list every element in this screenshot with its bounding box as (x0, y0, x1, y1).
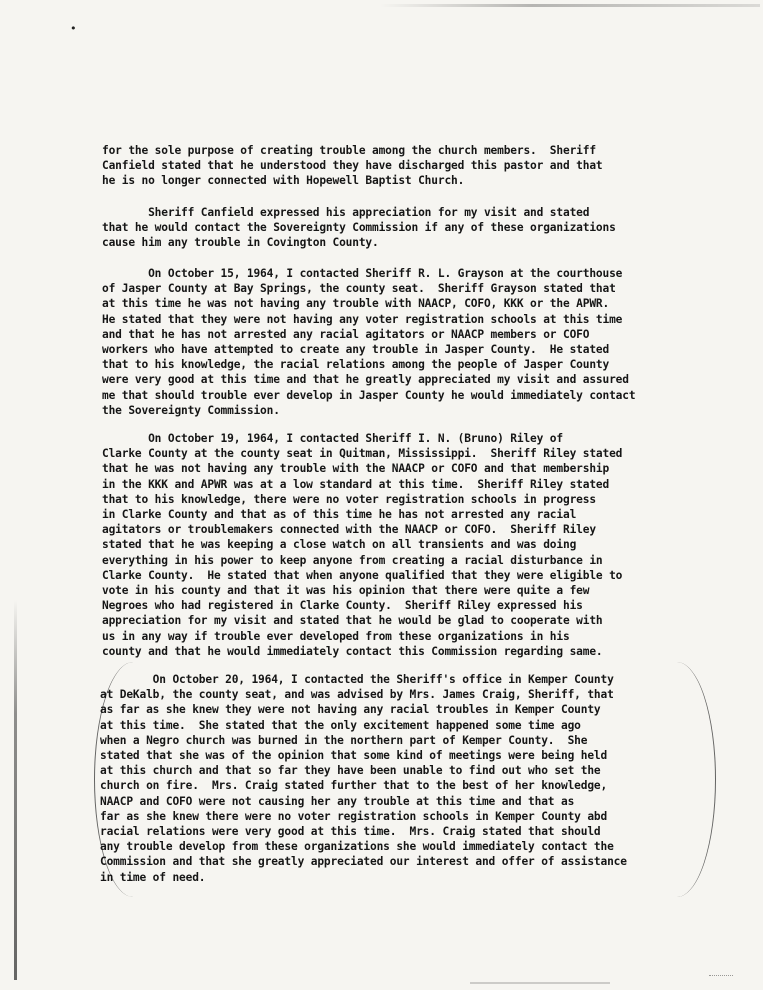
paragraph-kemper-county: On October 20, 1964, I contacted the Sheriff's office in Kemper County at DeKalb, the county seat, and was advised by Mrs. James Craig, Sheriff, that as far as she knew they were not having any racial troubles in Kemper County at this time. She stated that the only excitement happened some time ago when a Negro church was burned in the northern part of Kemper County. She stated that she was of the opinion that some kind of meetings were being held at this church and that so far they have been unable to find out who set the church on fire. Mrs. Craig stated further that to the best of her knowledge, NAACP and COFO were not causing her any trouble at this time and that as far as she knew there were no voter registration schools in Kemper County abd racial relations were very good at this time. Mrs. Craig stated that should any trouble develop from these organizations she would immediately contact the Commission and that she greatly appreciated our interest and offer of assistance in time of need. (100, 673, 627, 884)
scan-artifact-top (380, 4, 760, 7)
paragraph-canfield-appreciation: Sheriff Canfield expressed his appreciation for my visit and stated that he would contact the Sovereignty Commission if any of these organizations cause him any trouble in Covington County. (102, 206, 616, 250)
scan-artifact-bottom (470, 982, 610, 984)
paragraph-clarke-county: On October 19, 1964, I contacted Sheriff I. N. (Bruno) Riley of Clarke County at the county seat in Quitman, Mississippi. Sheriff Riley stated that he was not having any trouble with the NAACP or COFO and that membership in the KKK and APWR was at a low standard at this time. Sheriff Riley stated that to his knowledge, there were no voter registration schools in progress in Clarke County and that as of this time he has not arrested any racial agitators or troublemakers connected with the NAACP or COFO. Sheriff Riley stated that he was keeping a close watch on all transients and was doing everything in his power to keep anyone from creating a racial disturbance in Clarke County. He stated that when anyone qualified that they were eligible to vote in his county and that it was his opinion that there were quite a few Negroes who had registered in Clarke County. Sheriff Riley expressed his appreciation for my visit and stated that he would be glad to cooperate with us in any way if trouble ever developed from these organizations in his county and that he would immediately contact this Commission regarding same. (102, 432, 623, 658)
scan-artifact-left-edge (14, 600, 17, 980)
paragraph-jasper-county: On October 15, 1964, I contacted Sheriff R. L. Grayson at the courthouse of Jasper County at Bay Springs, the county seat. Sheriff Grayson stated that at this time he was not having any trouble with NAACP, COFO, KKK or the APWR. He stated that they were not having any voter registration schools at this time and that he has not arrested any racial agitators or NAACP members or COFO workers who have attempted to create any trouble in Jasper County. He stated that to his knowledge, the racial relations among the people of Jasper County were very good at this time and that he greatly appreciated my visit and assured me that should trouble ever develop in Jasper County he would immediately contact the Sovereignty Commission. (102, 267, 636, 417)
corner-mark: • (70, 22, 77, 35)
paragraph-canfield-pastor: for the sole purpose of creating trouble among the church members. Sheriff Canfield stated that he understood they have discharged this pastor and that he is no longer connected with Hopewell Baptist Church. (102, 144, 603, 188)
scan-artifact-bottom-right (709, 965, 733, 976)
